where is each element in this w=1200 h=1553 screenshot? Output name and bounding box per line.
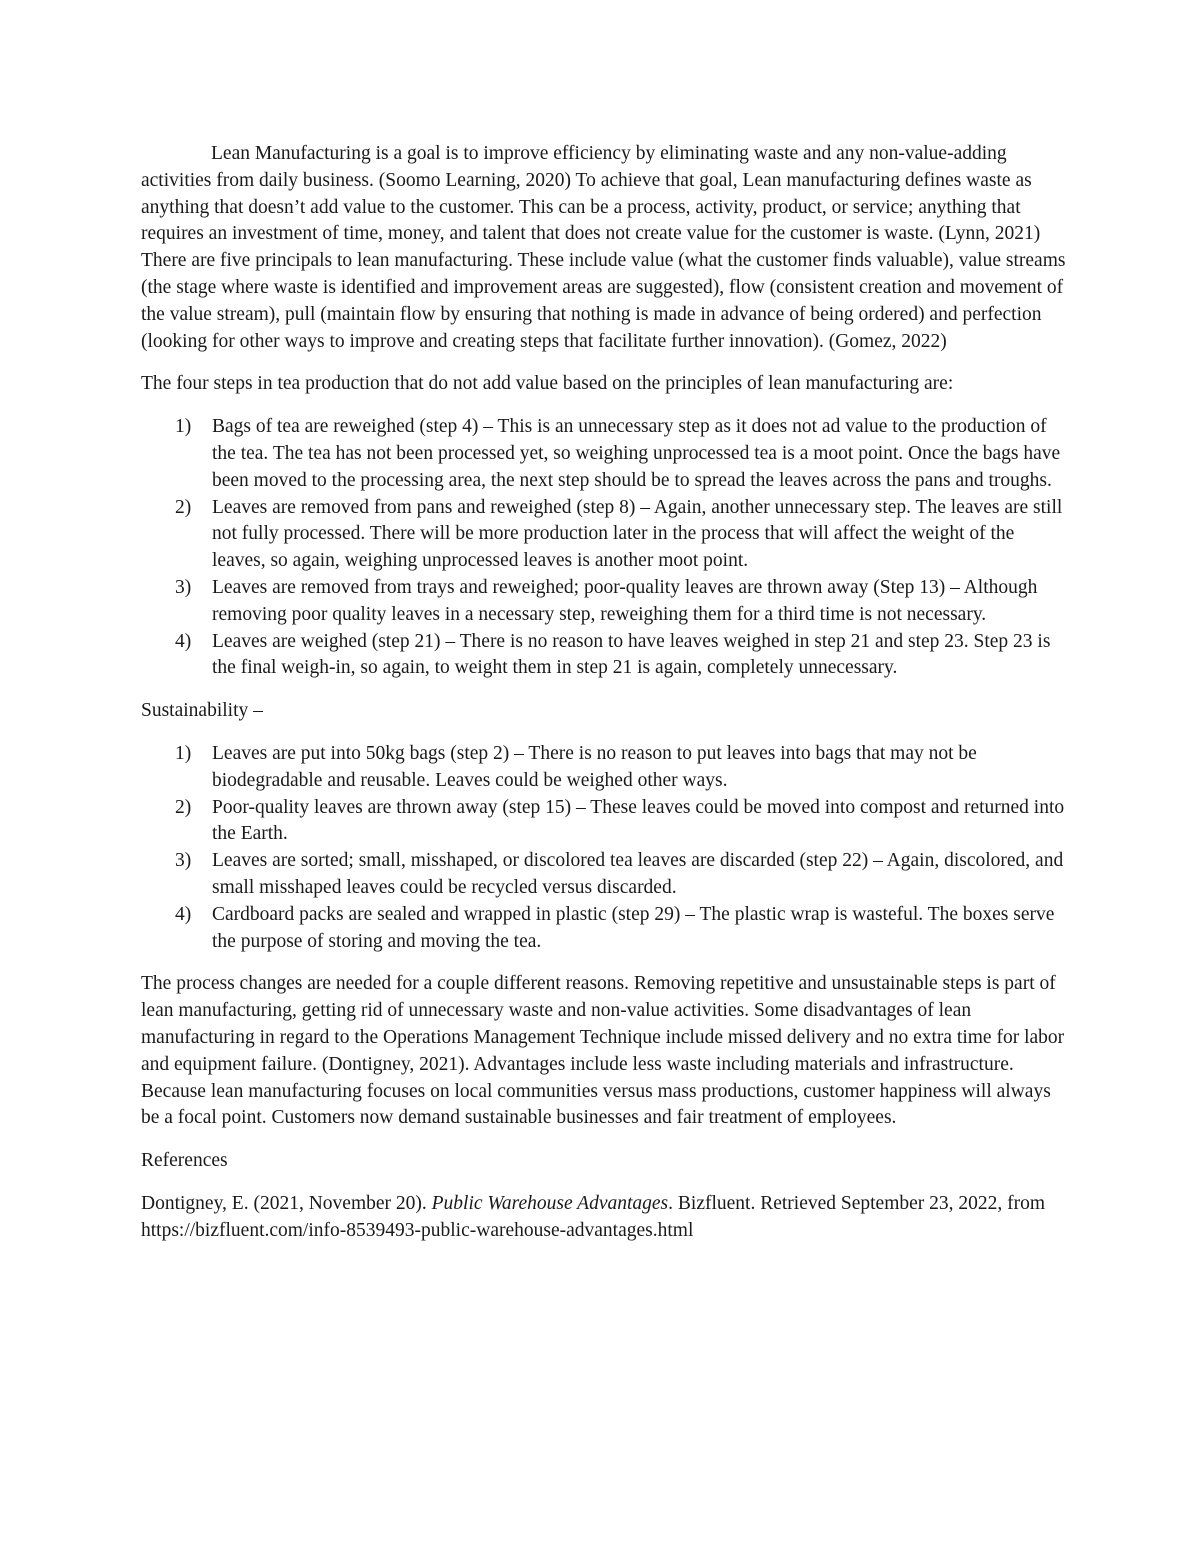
list-number: 4) — [175, 630, 192, 652]
list-item-text: Leaves are weighed (step 21) – There is no reason to have leaves weighed in step 21 and step 23. Step 23 is the final weigh-in, so again, to weight them in step 21 is again, completely unnecessary. — [212, 630, 1051, 679]
list-item-text: Leaves are put into 50kg bags (step 2) – There is no reason to put leaves into bags that may not be biodegradable and reusable. Leaves could be weighed other ways. — [212, 742, 977, 791]
list-item — [141, 848, 1066, 902]
list-item — [141, 575, 1066, 629]
list-item — [141, 414, 1066, 494]
list-item — [141, 795, 1066, 849]
references-heading: References — [141, 1150, 228, 1172]
list-number: 3) — [175, 576, 192, 598]
list-item-text: Bags of tea are reweighed (step 4) – This is an unnecessary step as it does not ad value to the production of the tea. The tea has not been processed yet, so weighing unprocessed tea is a moot point. Once the bags have been moved to the processing area, the next step should be to spread the leaves across the pans and troughs. — [212, 416, 1061, 491]
document-page — [141, 141, 1066, 1260]
list-number: 3) — [175, 850, 192, 872]
list-item — [141, 741, 1066, 795]
sustainability-heading: Sustainability – — [141, 700, 263, 722]
list-number: 2) — [175, 496, 192, 518]
reference-title: Public Warehouse Advantages — [431, 1192, 669, 1214]
list-item-text: Poor-quality leaves are thrown away (step 15) – These leaves could be moved into compost and returned into the Earth. — [212, 796, 1065, 845]
list-item-text: Leaves are removed from trays and reweighed; poor-quality leaves are thrown away (Step 13) – Although removing poor quality leaves in a necessary step, reweighing them for a third time is not necessary. — [212, 576, 1038, 625]
conclusion-paragraph: The process changes are needed for a couple different reasons. Removing repetitive and unsustainable steps is part of lean manufacturing, getting rid of unnecessary waste and non-value activities. Some disadvantages of lean manufacturing in regard to the Operations Management Technique include missed delivery and no extra time for labor and equipment failure. (Dontigney, 2021). Advantages include less waste including materials and infrastructure. Because lean manufacturing focuses on local communities versus mass productions, customer happiness will always be a focal point. Customers now demand sustainable businesses and fair treatment of employees. — [141, 973, 1065, 1129]
list-number: 1) — [175, 416, 192, 438]
list-item-text: Leaves are removed from pans and reweighed (step 8) – Again, another unnecessary step. The leaves are still not fully processed. There will be more production later in the process that will affect the weight of the leaves, so again, weighing unprocessed leaves is another moot point. — [212, 496, 1063, 572]
intro-paragraph: Lean Manufacturing is a goal is to improve efficiency by eliminating waste and any non-value-adding activities from daily business. (Soomo Learning, 2020) To achieve that goal, Lean manufacturing defines waste as anything that doesn’t add value to the customer. This can be a process, activity, product, or service; anything that requires an investment of time, money, and talent that does not create value for the customer is waste. (Lynn, 2021) There are five principals to lean manufacturing. These include value (what the customer finds valuable), value streams (the stage where waste is identified and improvement areas are suggested), flow (consistent creation and movement of the value stream), pull (maintain flow by ensuring that nothing is made in advance of being ordered) and perfection (looking for other ways to improve and creating steps that facilitate further innovation). (Gomez, 2022) — [141, 143, 1066, 352]
reference-entry — [141, 1191, 1066, 1245]
list-item-text: Leaves are sorted; small, misshaped, or discolored tea leaves are discarded (step 22) – Again, discolored, and small misshaped leaves could be recycled versus discarded. — [212, 850, 1064, 898]
value-steps-list — [141, 414, 1066, 682]
sustainability-steps-list — [141, 741, 1066, 955]
list-number: 4) — [175, 903, 192, 925]
list-number: 2) — [175, 796, 192, 818]
list-item — [141, 629, 1066, 683]
list-item — [141, 495, 1066, 575]
reference-authors: Dontigney, E. (2021, November 20). — [141, 1192, 432, 1214]
steps-intro: The four steps in tea production that do not add value based on the principles of lean manufacturing are: — [141, 373, 954, 395]
list-number: 1) — [175, 742, 192, 764]
list-item-text: Cardboard packs are sealed and wrapped in plastic (step 29) – The plastic wrap is wasteful. The boxes serve the purpose of storing and moving the tea. — [212, 903, 1055, 952]
reference-source: . Bizfluent. Retrieved September 23, 2022, from https://bizfluent.com/info-8539493-public-warehouse-advantages.html — [141, 1192, 1046, 1241]
list-item — [141, 902, 1066, 956]
